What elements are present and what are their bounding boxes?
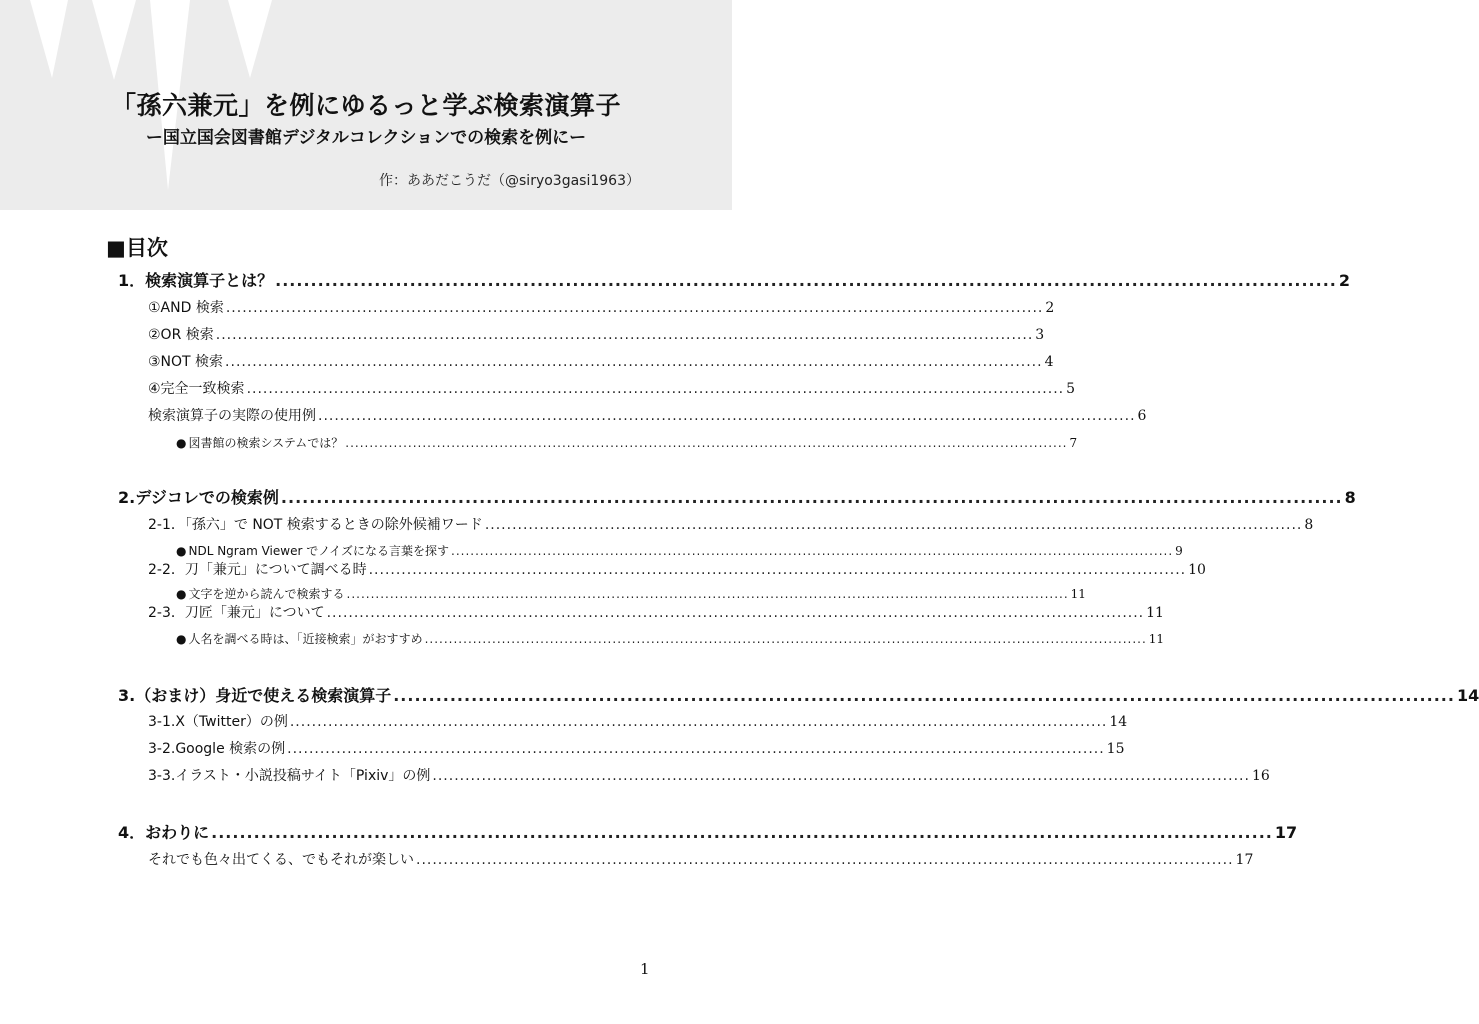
toc-entry-label: 人名を調べる時は、「近接検索」がおすすめ [188,632,423,646]
toc-leader-dots: ...................................................................................................................................................... [275,271,1337,290]
toc-entry-page: 17 [1235,852,1254,868]
toc-leader-dots: ...................................................................................................................................................... [287,741,1105,757]
toc-entry-page: 9 [1175,544,1183,558]
toc-entry-2-1[interactable] [148,514,1314,534]
toc-entry-page: 3 [1035,327,1045,343]
toc-entry-not-search[interactable] [148,351,1054,371]
toc-entry-label: ①AND 検索 [148,300,224,316]
toc-entry-page: 11 [1148,632,1165,646]
bullet-icon: ● [176,544,187,558]
toc-entry-page: 2 [1045,300,1055,316]
toc-leader-dots: ...................................................................................................................................................... [346,587,1069,601]
toc-entry-and-search[interactable] [148,297,1055,317]
toc-entry-page: 5 [1066,381,1076,397]
toc-entry-page: 8 [1304,517,1314,533]
page-number: 1 [640,960,650,978]
toc-leader-dots: ...................................................................................................................................................... [280,488,1343,507]
toc-leader-dots: ...................................................................................................................................................... [345,436,1068,450]
toc-entry-label: それでも色々出てくる、でもそれが楽しい [148,852,414,868]
toc-entry-page: 8 [1344,488,1356,507]
bullet-icon: ● [176,632,187,646]
toc-entry-3-2[interactable] [148,738,1125,758]
toc-entry-proximity-search[interactable] [176,630,1165,647]
toc-entry-label: 2-1．「孫六」で NOT 検索するときの除外候補ワード [148,517,483,533]
toc-entry-label: 図書館の検索システムでは？ [188,436,344,450]
toc-entry-page: 7 [1069,436,1078,450]
toc-entry-page: 2 [1338,271,1350,290]
toc-leader-dots: ...................................................................................................................................................... [215,327,1034,343]
toc-entry-library-systems[interactable] [176,434,1078,451]
toc-entry-label: 1．検索演算子とは？ [118,271,274,290]
toc-entry-page: 10 [1188,562,1206,578]
toc-entry-label: ②OR 検索 [148,327,214,343]
toc-entry-label: 3-1.X（Twitter）の例 [148,714,288,730]
toc-entry-2-2[interactable] [148,559,1206,579]
toc-leader-dots: ...................................................................................................................................................... [225,300,1044,316]
toc-entry-label: 3-3.イラスト・小説投稿サイト「Pixiv」の例 [148,768,431,784]
toc-entry-label: NDL Ngram Viewer でノイズになる言葉を探す [188,544,449,558]
toc-entry-page: 11 [1146,605,1164,621]
toc-entry-label: 2.デジコレでの検索例 [118,488,279,507]
toc-entry-page: 15 [1106,741,1125,757]
toc-entry-label: 3-2.Google 検索の例 [148,741,286,757]
toc-entry-3-3[interactable] [148,765,1270,785]
toc-entry-3-1[interactable] [148,711,1128,731]
toc-leader-dots: ...................................................................................................................................................... [393,686,1455,705]
toc-entry-closing[interactable] [148,849,1254,869]
toc-entry-2-3[interactable] [148,602,1164,622]
toc-entry-label: ④完全一致検索 [148,381,245,397]
toc-entry-label: 文字を逆から読んで検索する [188,587,345,601]
toc-leader-dots: ...................................................................................................................................................... [211,823,1273,842]
toc-leader-dots: ...................................................................................................................................................... [432,768,1250,784]
document-title: 「孫六兼元」を例にゆるっと学ぶ検索演算子 [110,91,621,120]
toc-entry-section-1[interactable] [118,268,1350,291]
toc-entry-label: 2-2．刀「兼元」について調べる時 [148,562,367,578]
document-subtitle: ー国立国会図書館デジタルコレクションでの検索を例にー [145,128,587,148]
toc-entry-exact-match[interactable] [148,378,1076,398]
toc-entry-page: 14 [1109,714,1128,730]
toc-leader-dots: ...................................................................................................................................................... [318,408,1136,424]
toc-heading: ■目次 [106,236,168,260]
bullet-icon: ● [176,436,187,450]
toc-entry-page: 16 [1251,768,1270,784]
toc-entry-reverse-reading[interactable] [176,585,1086,602]
toc-entry-section-2[interactable] [118,485,1356,508]
toc-entry-page: 17 [1274,823,1298,842]
toc-entry-usage-examples[interactable] [148,405,1147,425]
toc-leader-dots: ...................................................................................................................................................... [326,605,1145,621]
toc-leader-dots: ...................................................................................................................................................... [424,632,1147,646]
toc-leader-dots: ...................................................................................................................................................... [451,544,1174,558]
toc-entry-label: ③NOT 検索 [148,354,224,370]
bullet-icon: ● [176,587,187,601]
toc-entry-page: 6 [1137,408,1147,424]
toc-entry-label: 4．おわりに [118,823,210,842]
toc-entry-label: 3.（おまけ）身近で使える検索演算子 [118,686,392,705]
toc-entry-page: 14 [1456,686,1479,705]
toc-leader-dots: ...................................................................................................................................................... [225,354,1043,370]
toc-entry-label: 検索演算子の実際の使用例 [148,408,316,424]
toc-leader-dots: ...................................................................................................................................................... [368,562,1187,578]
toc-leader-dots: ...................................................................................................................................................... [289,714,1108,730]
toc-entry-or-search[interactable] [148,324,1045,344]
toc-entry-page: 11 [1070,587,1086,601]
toc-leader-dots: ...................................................................................................................................................... [416,852,1234,868]
toc-entry-section-4[interactable] [118,820,1298,843]
author-credit: 作：ああだこうだ（@siryo3gasi1963） [379,173,640,189]
toc-entry-ngram-viewer[interactable] [176,542,1183,559]
toc-entry-label: 2-3．刀匠「兼元」について [148,605,325,621]
cover-header [0,0,732,210]
toc-entry-page: 4 [1044,354,1054,370]
toc-leader-dots: ...................................................................................................................................................... [246,381,1065,397]
toc-entry-section-3[interactable] [118,683,1479,706]
toc-leader-dots: ...................................................................................................................................................... [484,517,1303,533]
